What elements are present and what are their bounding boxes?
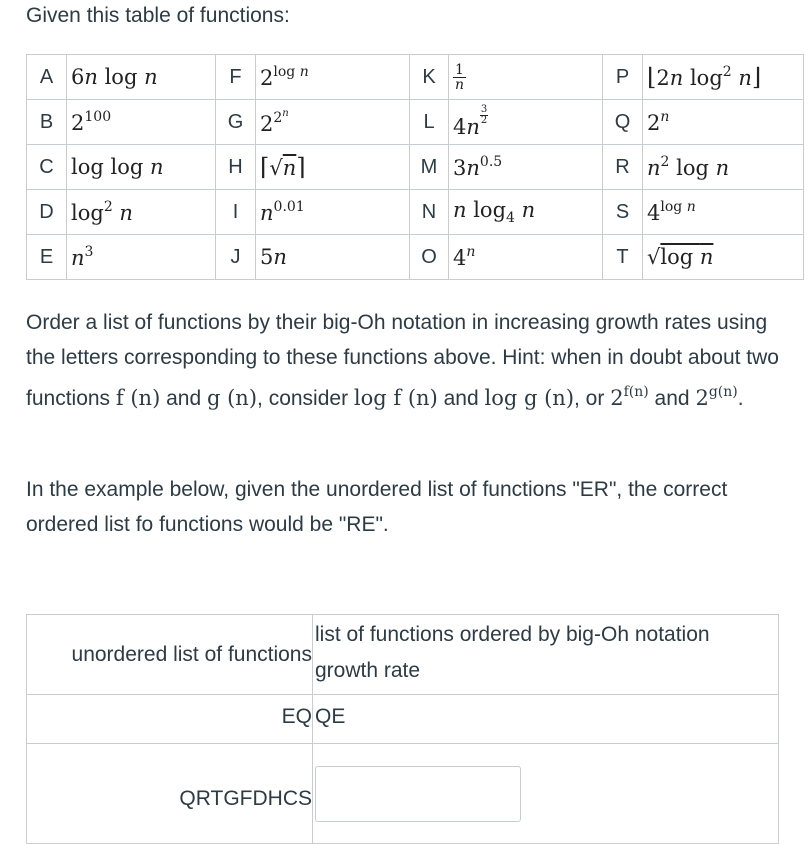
exp-base-2: 2 <box>695 386 709 410</box>
function-F: $2^{log n}$ <box>256 55 410 100</box>
answer-cell <box>313 744 779 844</box>
letter-cell: F <box>216 55 256 100</box>
exp-g-expression <box>695 386 737 410</box>
exp-base-1: 2 <box>610 386 624 410</box>
letter-cell: N <box>410 190 449 235</box>
ordering-table <box>26 614 779 844</box>
function-M: $3n^{0.5}$ <box>449 145 603 190</box>
function-N: n $\log_4 n$ <box>449 190 603 235</box>
letter-cell: J <box>216 235 256 280</box>
question-unordered: QRTGFDHCS <box>27 744 313 844</box>
exp-f-expression <box>610 386 649 410</box>
function-L: 4n $\frac{3}{2}$ <box>449 100 603 145</box>
fn-g: g (n) <box>207 386 258 410</box>
example-ordered: QE <box>313 695 779 744</box>
question-row <box>27 744 779 844</box>
log-f: log f (n) <box>353 386 438 410</box>
table-row <box>27 100 804 145</box>
function-C: log log n <box>67 145 216 190</box>
table-row <box>27 55 804 100</box>
header-ordered: list of functions ordered by big-Oh notation growth rate <box>313 615 779 695</box>
function-Q: 2$^n$ <box>643 100 804 145</box>
log-g: log g (n) <box>484 386 575 410</box>
header-unordered: unordered list of functions <box>27 615 313 695</box>
function-G: $2^{2^n}$ <box>256 100 410 145</box>
functions-table <box>26 54 804 280</box>
letter-cell: A <box>27 55 67 100</box>
function-K: $\frac{1}{n}$ <box>449 55 603 100</box>
letter-cell: B <box>27 100 67 145</box>
header-row <box>27 615 779 695</box>
and-1: and <box>166 387 202 410</box>
intro-text: Given this table of functions: <box>26 4 290 27</box>
function-E: $n^3$ <box>67 235 216 280</box>
instructions-text <box>26 305 786 416</box>
letter-cell: E <box>27 235 67 280</box>
letter-cell: M <box>410 145 449 190</box>
function-J: 5n <box>256 235 410 280</box>
example-text: In the example below, given the unordered list of functions "ER", the correct ordered list fo functions would be "RE". <box>26 478 728 536</box>
function-O: 4$^n$ <box>449 235 603 280</box>
and-2: and <box>443 387 479 410</box>
function-B: $2^{100}$ <box>67 100 216 145</box>
exp-g: g(n) <box>708 384 738 400</box>
letter-cell: T <box>603 235 643 280</box>
and-3: and <box>654 387 690 410</box>
letter-cell: H <box>216 145 256 190</box>
end-period: . <box>737 387 744 410</box>
example-unordered: EQ <box>27 695 313 744</box>
function-I: $n^{0.01}$ <box>256 190 410 235</box>
letter-cell: O <box>410 235 449 280</box>
function-P: ⌊2n $\log^2$ n⌋ <box>643 55 804 100</box>
letter-cell: R <box>603 145 643 190</box>
letter-cell: D <box>27 190 67 235</box>
letter-cell: C <box>27 145 67 190</box>
fn-f: f (n) <box>115 386 161 410</box>
exp-f: f(n) <box>623 384 649 400</box>
function-R: $n^2$ log n <box>643 145 804 190</box>
table-row <box>27 190 804 235</box>
instructions-part2: , consider <box>257 387 349 410</box>
function-T: √log n <box>643 235 804 280</box>
or-text: , or <box>574 387 605 410</box>
function-H: ⌈√n⌉ <box>256 145 410 190</box>
instructions-part1: Order a list of functions by their big-Oh notation in increasing growth rates using the letters corresponding to these functions above. Hint: when in doubt about two functions <box>26 311 779 410</box>
function-D: $\log^2 n$ <box>67 190 216 235</box>
letter-cell: P <box>603 55 643 100</box>
letter-cell: Q <box>603 100 643 145</box>
function-S: $4^{log n}$ <box>643 190 804 235</box>
letter-cell: S <box>603 190 643 235</box>
example-row <box>27 695 779 744</box>
letter-cell: L <box>410 100 449 145</box>
letter-cell: G <box>216 100 256 145</box>
function-A: 6n log n <box>67 55 216 100</box>
answer-input[interactable] <box>315 766 521 822</box>
table-row <box>27 235 804 280</box>
table-row <box>27 145 804 190</box>
letter-cell: K <box>410 55 449 100</box>
letter-cell: I <box>216 190 256 235</box>
